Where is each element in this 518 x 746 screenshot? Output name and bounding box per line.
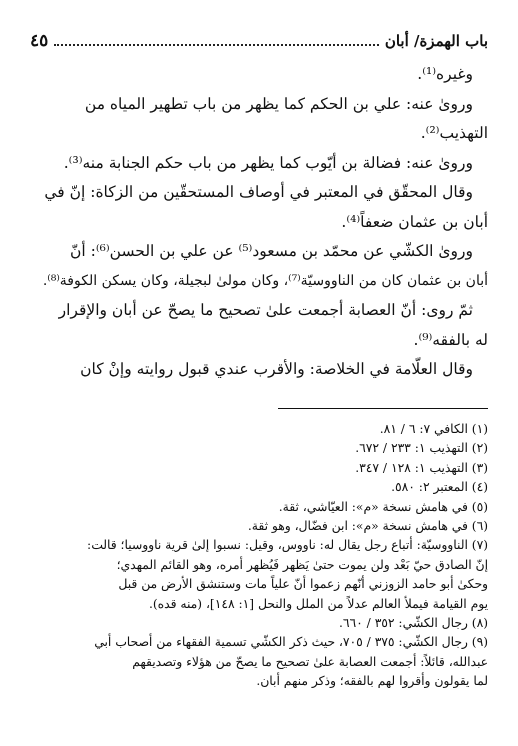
footnote-line: يوم القيامة فيملأ العالم عدلاً من الملل والنحل [١: ١٤٨]، (منه قده).: [148, 596, 488, 611]
footnote-line: (٥) في هامش نسخة «م»: العيّاشي، ثقة.: [278, 499, 488, 514]
footnote-line: وحكیٰ أبو حامد الزوزني أنّهم زعموا أنّ علياً مات وستنشق الأرض من قبل: [118, 577, 488, 592]
text-line: ورویٰ عنه: علي بن الحكم كما يظهر من باب تطهير المياه من: [84, 94, 473, 113]
footnote-line: (١) الكافي ٧: ٦ / ٨١.: [379, 422, 488, 436]
text-line: ورویٰ عنه: فضالة بن أيّوب كما يظهر من باب حكم الجنابة منه⁽³⁾.: [63, 153, 473, 172]
header-title: باب الهمزة/ أبان: [384, 32, 488, 50]
text-line: وقال العلّامة في الخلاصة: والأقرب عندي قبول روايته وإنْ كان: [80, 360, 473, 378]
footnote-line: إنّ الصادق حيّ بَعْد ولن يموت حتىٰ يَظهر فَيُظهر أمره، وهو القائم المهدي؛: [116, 557, 488, 572]
main-text: [30, 60, 488, 385]
footnote-line: (٤) المعتبر ٢: ٥٨٠.: [391, 480, 488, 495]
footnote-line: عبدالله، قائلاً: أجمعت العصابة علیٰ تصحيح ما يصحّ من هؤلاء وتصديقهم: [132, 654, 488, 669]
footnote-line: (٨) رجال الكشّي: ٣٥٢ / ٦٦٠.: [338, 616, 488, 631]
text-line: وقال المحقّق في المعتبر في أوصاف المستحقّين من الزكاة: إنّ في: [44, 183, 473, 201]
running-header: [30, 31, 488, 53]
text-line: أبان بن عثمان ضعفاً⁽⁴⁾.: [341, 212, 488, 231]
footnote-line: لما يقولون وأقروا لهم بالفقه؛ وذكر منهم أبان.: [256, 674, 488, 689]
footnote-line: (٢) التهذيب ١: ٢٣٣ / ٦٧٢.: [355, 441, 488, 456]
footnote-separator: [278, 408, 488, 409]
header-leader-dots: [54, 34, 379, 46]
text-line: أبان بن عثمان كان من الناووسيّة⁽⁷⁾، وكان مولیٰ لبجيلة، وكان يسكن الكوفة⁽⁸⁾.: [42, 272, 488, 289]
text-line: وغيره⁽¹⁾.: [417, 65, 473, 83]
text-line: التهذيب⁽²⁾.: [420, 124, 488, 142]
text-line: ثمّ روی: أنّ العصابة أجمعت علیٰ تصحيح ما يصحّ عن أبان والإقرار: [58, 301, 473, 319]
footnote-line: (٦) في هامش نسخة «م»: ابن فضّال، وهو ثقة.: [247, 519, 488, 534]
footnotes: [30, 420, 488, 692]
footnote-line: (٣) التهذيب ١: ١٢٨ / ٣٤٧.: [355, 460, 488, 475]
footnote-line: (٧) الناووسيّة: أتباع رجل يقال له: ناووس، وقيل: نسبوا إلىٰ قرية ناووسيا؛ قالت:: [87, 538, 488, 553]
text-line: ورویٰ الكشّي عن محمّد بن مسعود⁽⁵⁾ عن علي بن الحسن⁽⁶⁾: أنّ: [70, 242, 473, 260]
text-line: له بالفقه⁽⁹⁾.: [413, 330, 488, 349]
page-number: ٤٥: [30, 31, 49, 51]
footnote-line: (٩) رجال الكشّي: ٣٧٥ / ٧٠٥، حيث ذكر الكشّي تسمية الفقهاء من أصحاب أبي: [94, 635, 488, 650]
